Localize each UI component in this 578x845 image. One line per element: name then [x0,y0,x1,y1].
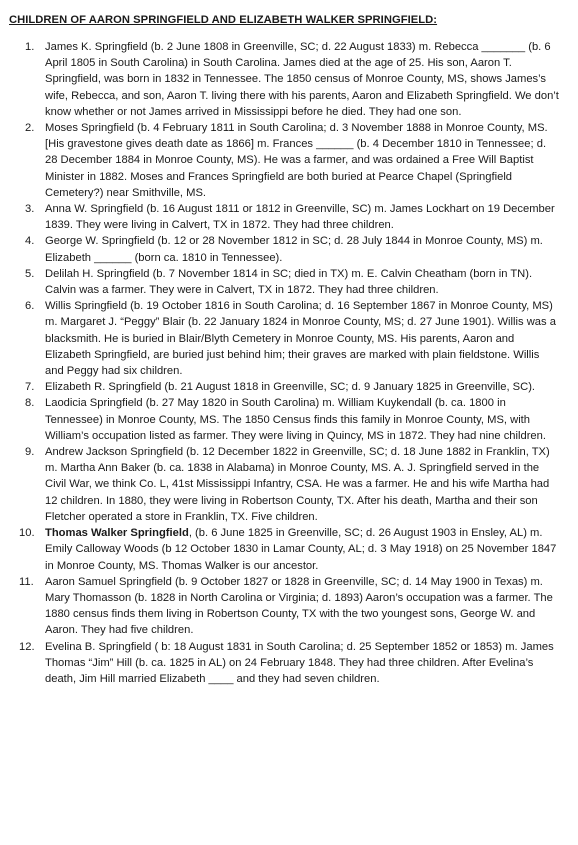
item-text: Moses Springfield (b. 4 February 1811 in South Carolina; d. 3 November 1888 in Monroe County, MS. [His gravestone gives death date as 1866] m. Frances ______ (b. 4 December 1810 in Tennessee; d. 28 December 1884 in Monroe County, MS). He was a farmer, and was ordained a Free Will Baptist Minister in 1882. Moses and Frances Springfield are both buried at Pearce Chapel (Springfield Cemetery?) near Smithville, MS. [45,122,548,199]
item-number: 12. [19,640,35,653]
item-text: , (b. 6 June 1825 in Greenville, SC; d. 26 August 1903 in Ensley, AL) m. Emily Calloway Woods (b 12 October 1830 in Lamar County, AL; d. 3 May 1918) on 25 November 1847 in Monroe County, MS. Thomas Walker is our ancestor. [45,527,557,572]
list-item [9,395,560,444]
item-number: 6. [25,300,35,313]
list-item [9,525,560,574]
item-number: 3. [25,203,35,216]
item-text: Elizabeth R. Springfield (b. 21 August 1818 in Greenville, SC; d. 9 January 1825 in Greenville, SC). [45,381,536,394]
item-text: Aaron Samuel Springfield (b. 9 October 1827 or 1828 in Greenville, SC; d. 14 May 1900 in Texas) m. Mary Thomasson (b. 1828 in North Carolina or Virginia; d. 1893) Aaron’s occupation was a farmer. The 1880 census finds them living in Robertson County, TX with the two youngest sons, George W. and Aaron. They had five children. [45,575,553,637]
list-item [9,379,560,395]
list-item [9,233,560,265]
item-text: Andrew Jackson Springfield (b. 12 December 1822 in Greenville, SC; d. 18 June 1882 in Franklin, TX) m. Martha Ann Baker (b. ca. 1838 in Alabama) in Monroe County, MS. A. J. Springfield served in the Civil War, we think Co. L, 41st Mississippi Infantry, CSA. He was a farmer. He and his wife Martha had 12 children. In 1880, they were living in Robertson County, TX. After his death, Martha and their son Fletcher operated a store in Franklin, TX. Five children. [45,446,550,523]
item-number: 10. [19,527,35,540]
list-item [9,266,560,298]
children-list [9,39,560,687]
item-text: Delilah H. Springfield (b. 7 November 1814 in SC; died in TX) m. E. Calvin Cheatham (born in TN). Calvin was a farmer. They were in Calvert, TX in 1872. They had three children. [45,267,533,297]
item-text: George W. Springfield (b. 12 or 28 November 1812 in SC; d. 28 July 1844 in Monroe County, MS) m. Elizabeth ______ (born ca. 1810 in Tennessee). [45,235,543,264]
list-item [9,444,560,525]
item-number: 2. [25,122,35,135]
list-item [9,120,560,201]
item-number: 11. [19,575,34,588]
document-title: CHILDREN OF AARON SPRINGFIELD AND ELIZABETH WALKER SPRINGFIELD: [9,14,438,26]
ancestor-name: Thomas Walker Springfield [45,527,189,540]
item-text: Evelina B. Springfield ( b: 18 August 1831 in South Carolina; d. 25 September 1852 or 1853) m. James Thomas “Jim” Hill (b. ca. 1825 in AL) on 24 February 1848. They had three children. After Evelina’s death, Jim Hill married Elizabeth ____ and they had seven children. [45,640,554,685]
item-number: 1. [25,41,35,53]
item-number: 7. [25,381,35,394]
item-text: Anna W. Springfield (b. 16 August 1811 or 1812 in Greenville, SC) m. James Lockhart on 19 December 1839. They were living in Calvert, TX in 1872. They had three children. [45,203,555,232]
item-text: Laodicia Springfield (b. 27 May 1820 in South Carolina) m. William Kuykendall (b. ca. 1800 in Tennessee) in Monroe County, MS. The 1850 Census finds this family in Monroe County, MS, with William’s occupation listed as farmer. They were living in Quincy, MS in 1872. They had nine children. [45,397,546,442]
item-number: 9. [25,446,35,459]
list-item [9,201,560,233]
list-item [9,39,560,120]
list-item [9,574,560,639]
item-number: 8. [25,397,35,410]
list-item [9,639,560,688]
item-text: Willis Springfield (b. 19 October 1816 in South Carolina; d. 16 September 1867 in Monroe County, MS) m. Margaret J. “Peggy” Blair (b. 22 January 1824 in Monroe County, MS; d. 27 June 1901). Willis was a blacksmith. He is buried in Blair/Blyth Cemetery in Monroe County, MS. His parents, Aaron and Elizabeth Springfield, are buried just behind him; their graves are marked with plain fieldstone. Willis and Peggy had six children. [45,300,556,378]
item-number: 5. [25,267,35,280]
item-number: 4. [25,235,35,248]
item-text: James K. Springfield (b. 2 June 1808 in Greenville, SC; d. 22 August 1833) m. Rebecca _______ (b. 6 April 1805 in South Carolina) in South Carolina. James died at the age of 25. His son, Aaron T. Springfield, was born in 1832 in Tennessee. The 1850 census of Monroe County, MS, shows James’s wife, Rebecca, and son, Aaron T. living there with his parents, Aaron and Elizabeth Springfield. We don’t know whether or not James arrived in Mississippi before he died. They had one son. [45,41,559,118]
list-item [9,298,560,379]
